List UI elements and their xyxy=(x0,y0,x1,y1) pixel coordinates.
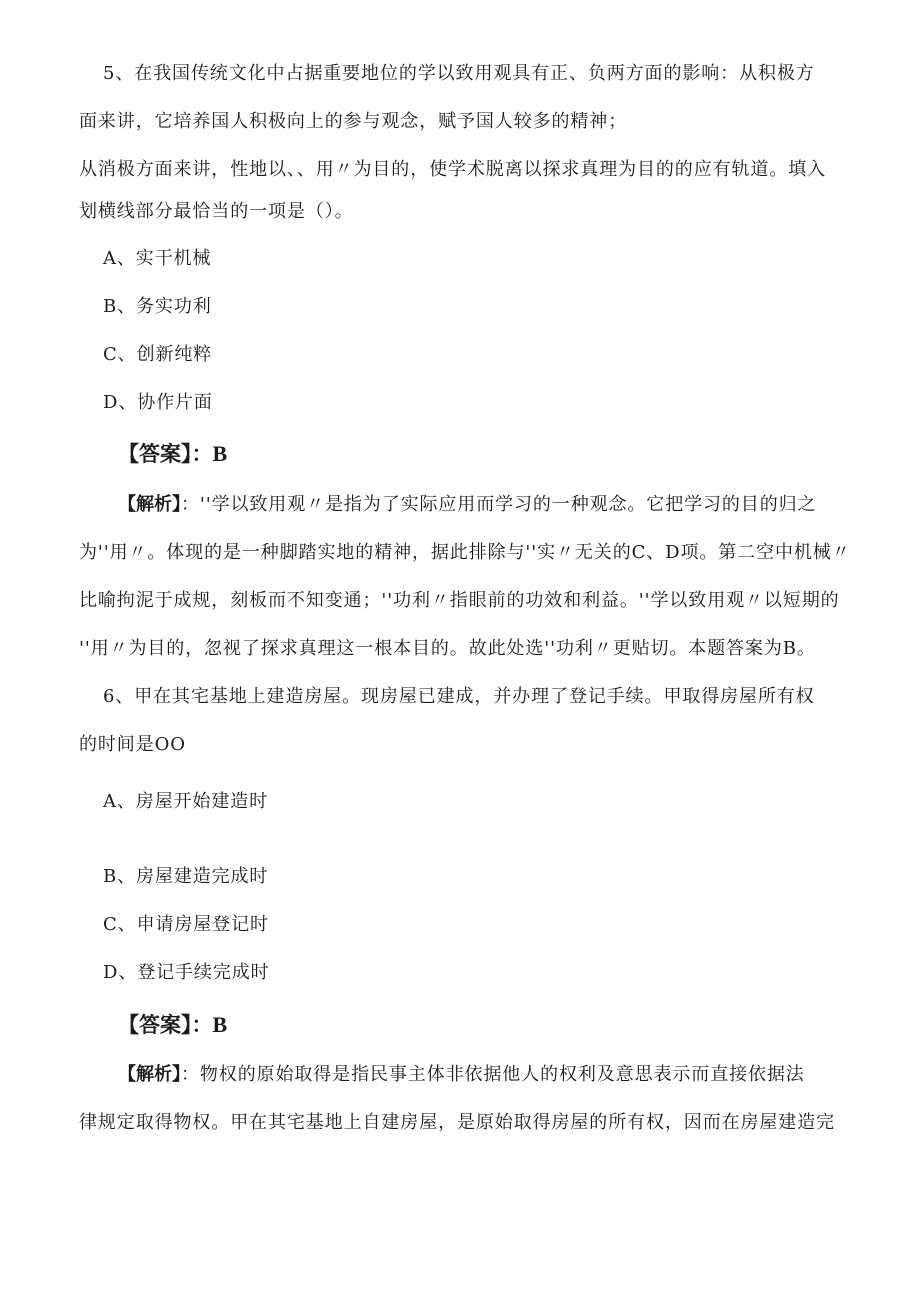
q5-stem-line-1: 5、在我国传统文化中占据重要地位的学以致用观具有正、负两方面的影响：从积极方 xyxy=(103,63,815,84)
q6-analysis-text-1: ：物权的原始取得是指民事主体非依据他人的权利及意思表示而直接依据法 xyxy=(181,1064,805,1085)
q5-option-b: B、务实功利 xyxy=(103,296,212,317)
q5-analysis-line-1 xyxy=(118,493,816,517)
q5-stem-line-4: 划横线部分最恰当的一项是（）。 xyxy=(79,201,354,222)
q5-analysis-label: 【解析】 xyxy=(118,494,181,515)
q6-option-b: B、房屋建造完成时 xyxy=(103,866,269,887)
q6-analysis-label: 【解析】 xyxy=(118,1064,181,1085)
q6-option-d: D、登记手续完成时 xyxy=(103,962,270,983)
q5-option-a: A、实干机械 xyxy=(103,248,212,269)
q6-analysis-line-1 xyxy=(118,1063,805,1087)
q6-stem-line-2: 的时间是OO xyxy=(79,734,186,755)
q6-answer-value: B xyxy=(212,1012,228,1037)
q5-analysis-line-2: 为''用〃。体现的是一种脚踏实地的精神，据此排除与''实〃无关的C、D项。第二空中机械〃 xyxy=(79,542,851,563)
q5-analysis-text-1: ：''学以致用观〃是指为了实际应用而学习的一种观念。它把学习的目的归之 xyxy=(181,494,817,515)
q5-analysis-line-4: ''用〃为目的，忽视了探求真理这一根本目的。故此处选''功利〃更贴切。本题答案为B。 xyxy=(79,638,816,659)
q6-analysis-line-2: 律规定取得物权。甲在其宅基地上自建房屋，是原始取得房屋的所有权，因而在房屋建造完 xyxy=(79,1112,835,1133)
q5-option-c: C、创新纯粹 xyxy=(103,344,213,365)
q5-stem-line-3: 从消极方面来讲，性地以、、用〃为目的，使学术脱离以探求真理为目的的应有轨道。填入 xyxy=(79,159,826,180)
q5-answer xyxy=(118,440,227,468)
q6-answer xyxy=(118,1011,227,1039)
q6-answer-label: 【答案】： xyxy=(118,1013,213,1037)
q5-option-d: D、协作片面 xyxy=(103,392,213,413)
q6-stem-line-1: 6、甲在其宅基地上建造房屋。现房屋已建成，并办理了登记手续。甲取得房屋所有权 xyxy=(103,686,815,707)
q6-option-c: C、申请房屋登记时 xyxy=(103,914,269,935)
q5-answer-value: B xyxy=(212,441,228,466)
q6-option-a: A、房屋开始建造时 xyxy=(103,791,269,812)
q5-answer-label: 【答案】： xyxy=(118,442,213,466)
q5-stem-line-2: 面来讲，它培养国人积极向上的参与观念，赋予国人较多的精神； xyxy=(79,111,628,132)
q5-analysis-line-3: 比喻拘泥于成规，刻板而不知变通；''功利〃指眼前的功效和利益。''学以致用观〃以短期的 xyxy=(79,590,840,611)
